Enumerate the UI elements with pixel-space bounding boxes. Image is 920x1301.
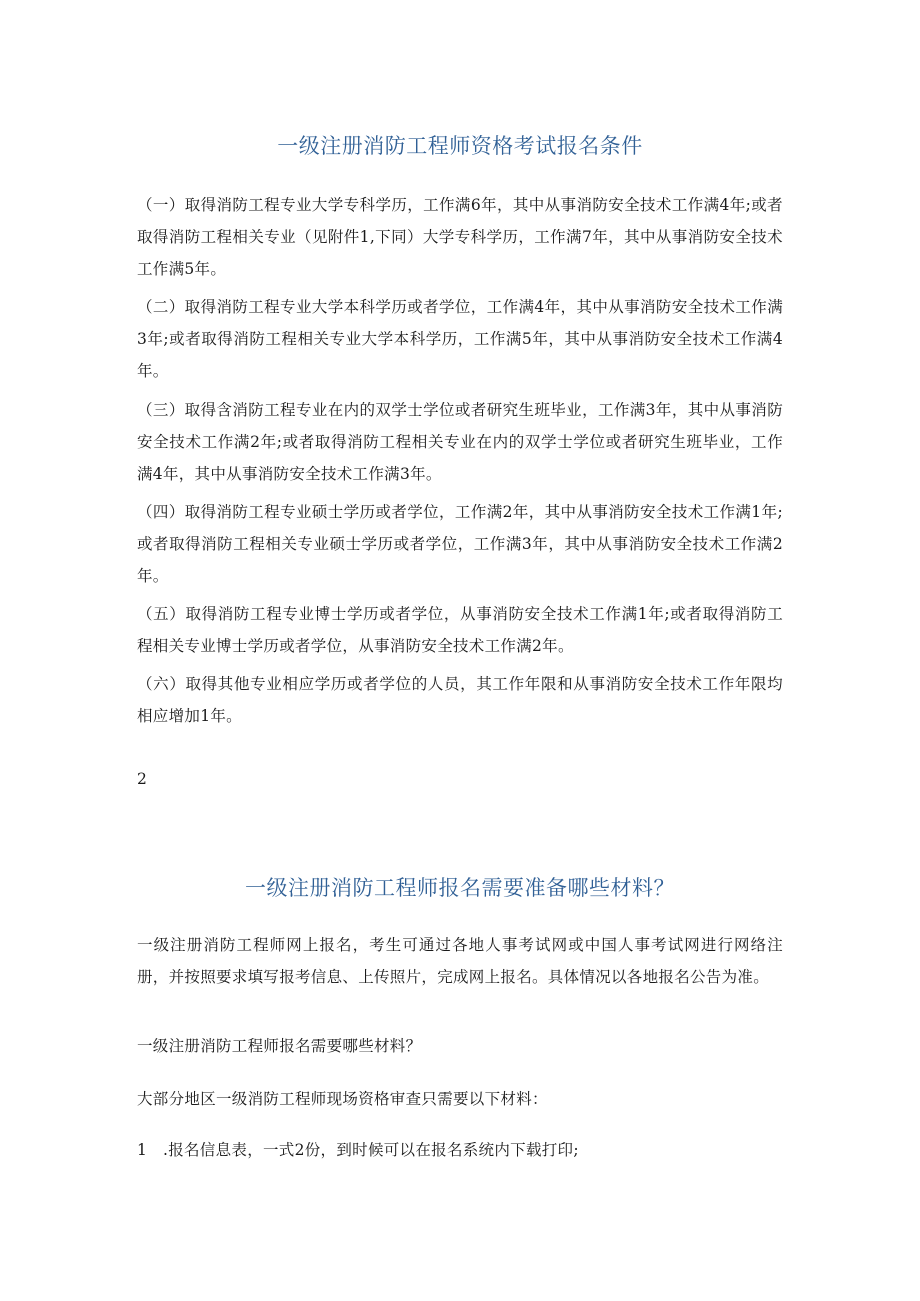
section1-paragraph-1: （一）取得消防工程专业大学专科学历，工作满6年，其中从事消防安全技术工作满4年;或者取得消防工程相关专业（见附件1,下同）大学专科学历，工作满7年，其中从事消防安全技术工作满5年。 xyxy=(137,196,783,278)
section1-paragraph-4: （四）取得消防工程专业硕士学历或者学位，工作满2年，其中从事消防安全技术工作满1年;或者取得消防工程相关专业硕士学历或者学位，工作满3年，其中从事消防安全技术工作满2年。 xyxy=(137,503,783,585)
section2-title: 一级注册消防工程师报名需要准备哪些材料？ xyxy=(245,876,675,900)
section2-paragraph-1: 一级注册消防工程师网上报名，考生可通过各地人事考试网或中国人事考试网进行网络注册，并按照要求填写报考信息、上传照片，完成网上报名。具体情况以各地报名公告为准。 xyxy=(137,936,783,986)
section1-paragraph-5: （五）取得消防工程专业博士学历或者学位，从事消防安全技术工作满1年;或者取得消防工程相关专业博士学历或者学位，从事消防安全技术工作满2年。 xyxy=(137,605,783,655)
section2-list-item-1: 1 .报名信息表，一式2份，到时候可以在报名系统内下载打印; xyxy=(137,1141,579,1159)
section1-title: 一级注册消防工程师资格考试报名条件 xyxy=(277,134,643,158)
section1-paragraph-6: （六）取得其他专业相应学历或者学位的人员，其工作年限和从事消防安全技术工作年限均相应增加1年。 xyxy=(137,675,783,725)
section2-paragraph-3: 大部分地区一级消防工程师现场资格审查只需要以下材料： xyxy=(137,1090,548,1108)
section1-paragraph-3: （三）取得含消防工程专业在内的双学士学位或者研究生班毕业，工作满3年，其中从事消防安全技术工作满2年;或者取得消防工程相关专业在内的双学士学位或者研究生班毕业，工作满4年，其中从事消防安全技术工作满3年。 xyxy=(137,401,783,483)
page-number: 2 xyxy=(137,770,147,788)
section2-paragraph-2: 一级注册消防工程师报名需要哪些材料？ xyxy=(137,1037,422,1055)
section1-paragraph-2: （二）取得消防工程专业大学本科学历或者学位，工作满4年，其中从事消防安全技术工作满3年;或者取得消防工程相关专业大学本科学历，工作满5年，其中从事消防安全技术工作满4年。 xyxy=(137,298,783,380)
